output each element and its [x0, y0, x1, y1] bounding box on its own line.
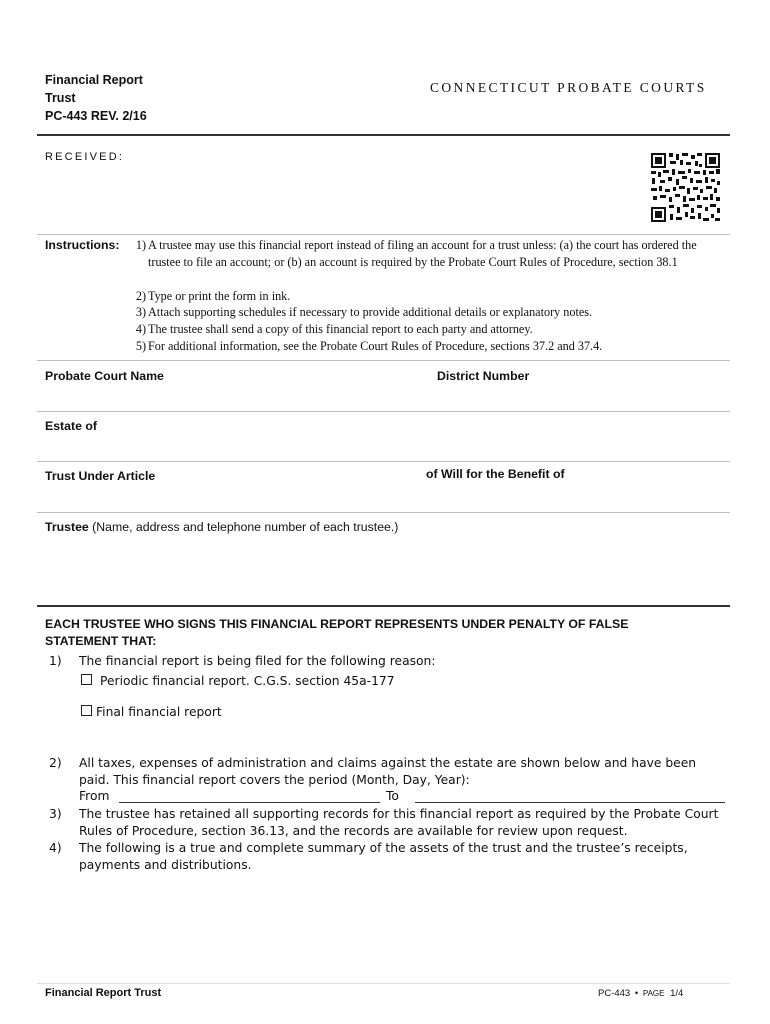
option-final[interactable]: [81, 705, 222, 719]
court-name-heading: CONNECTICUT PROBATE COURTS: [430, 80, 707, 95]
footer-form-number: PC-443: [598, 988, 631, 999]
form-subtitle: Trust: [45, 91, 76, 105]
option-periodic[interactable]: [81, 674, 395, 688]
trustee-label: Trustee: [45, 520, 89, 534]
received-divider: [37, 234, 730, 235]
trustee-field[interactable]: [40, 538, 725, 600]
footer-page-value: 1/4: [670, 988, 684, 999]
rep-number: 4): [49, 841, 62, 855]
instruction-text: Attach supporting schedules if necessary to provide additional details or explanatory notes.: [148, 305, 593, 319]
instructions-divider: [37, 360, 730, 361]
rep-number: 1): [49, 654, 62, 668]
rep-number: 3): [49, 807, 62, 821]
from-date-field[interactable]: [119, 790, 380, 803]
rep-item-2: [49, 755, 719, 789]
trustee-hint: (Name, address and telephone number of each trustee.): [92, 520, 399, 534]
trust-divider: [37, 512, 730, 513]
form-number: PC-443 REV. 2/16: [45, 109, 147, 123]
district-number-field[interactable]: [430, 385, 725, 409]
district-number-label: District Number: [437, 369, 530, 383]
instruction-item: [128, 338, 718, 355]
will-benefit-label: of Will for the Benefit of: [426, 467, 565, 481]
rep-item-3: [49, 806, 719, 840]
instruction-number: 3): [135, 305, 146, 319]
probate-court-name-label: Probate Court Name: [45, 369, 164, 383]
instruction-text: The trustee shall send a copy of this financial report to each party and attorney.: [148, 322, 533, 336]
rep-item-1: [49, 653, 719, 670]
rep-text: The trustee has retained all supporting records for this financial report as required by the Probate Court Rules of Procedure, section 36.13, and the records are available for review upon request.: [79, 807, 719, 838]
rep-text: All taxes, expenses of administration and claims against the estate are shown below and have been paid. This financial report covers the period (Month, Day, Year):: [79, 756, 697, 787]
probate-court-name-field[interactable]: [40, 385, 420, 409]
received-label: RECEIVED:: [45, 151, 125, 163]
estate-divider: [37, 461, 730, 462]
benefit-of-field[interactable]: [575, 466, 725, 506]
trustee-label-row: [45, 520, 398, 534]
rep-item-4: [49, 840, 719, 874]
trust-under-article-label: Trust Under Article: [45, 469, 156, 483]
instruction-text: A trustee may use this financial report instead of filing an account for a trust unless: (a) the court has ordered the trustee to file an account; or (b) an account is required by the Probate Court Rules of Procedure, section 38.1: [148, 238, 697, 269]
footer-page-info: [598, 988, 683, 999]
footer-bullet: •: [634, 988, 639, 999]
to-label: To: [386, 789, 399, 803]
periodic-option-label: Periodic financial report. C.G.S. section 45a-177: [100, 674, 395, 688]
final-option-label: Final financial report: [96, 705, 222, 719]
from-label: From: [79, 789, 110, 803]
period-from-row: [79, 789, 109, 803]
instruction-number: 4): [135, 322, 146, 336]
instruction-text: For additional information, see the Probate Court Rules of Procedure, sections 37.2 and 37.4.: [148, 339, 603, 353]
estate-of-field[interactable]: [110, 416, 725, 458]
instruction-item: [128, 321, 718, 338]
court-divider: [37, 411, 730, 412]
rep-text: The following is a true and complete summary of the assets of the trust and the trustee’s receipts, payments and distributions.: [79, 841, 688, 872]
final-checkbox[interactable]: [81, 705, 92, 716]
instruction-item: [128, 304, 718, 321]
representation-heading: EACH TRUSTEE WHO SIGNS THIS FINANCIAL REPORT REPRESENTS UNDER PENALTY OF FALSE STATEMENT THAT:: [45, 617, 629, 648]
rep-number: 2): [49, 756, 62, 770]
header-divider: [37, 134, 730, 136]
instruction-text: Type or print the form in ink.: [148, 289, 291, 303]
estate-of-label: Estate of: [45, 419, 97, 433]
representation-divider: [37, 605, 730, 607]
qr-code-icon: [650, 152, 721, 223]
instructions-heading: Instructions:: [45, 238, 120, 252]
instruction-number: 1): [135, 238, 146, 252]
instruction-item: [128, 237, 718, 271]
instruction-number: 2): [135, 289, 146, 303]
footer-rule: [37, 983, 730, 984]
trust-article-field[interactable]: [165, 466, 415, 506]
footer-title: Financial Report Trust: [45, 987, 162, 999]
to-date-field[interactable]: [415, 790, 725, 803]
form-title: Financial Report: [45, 73, 143, 87]
footer-page-label: PAGE: [642, 989, 665, 998]
instruction-item: [128, 288, 718, 305]
instruction-number: 5): [135, 339, 146, 353]
rep-text: The financial report is being filed for the following reason:: [79, 654, 436, 668]
periodic-checkbox[interactable]: [81, 674, 92, 685]
